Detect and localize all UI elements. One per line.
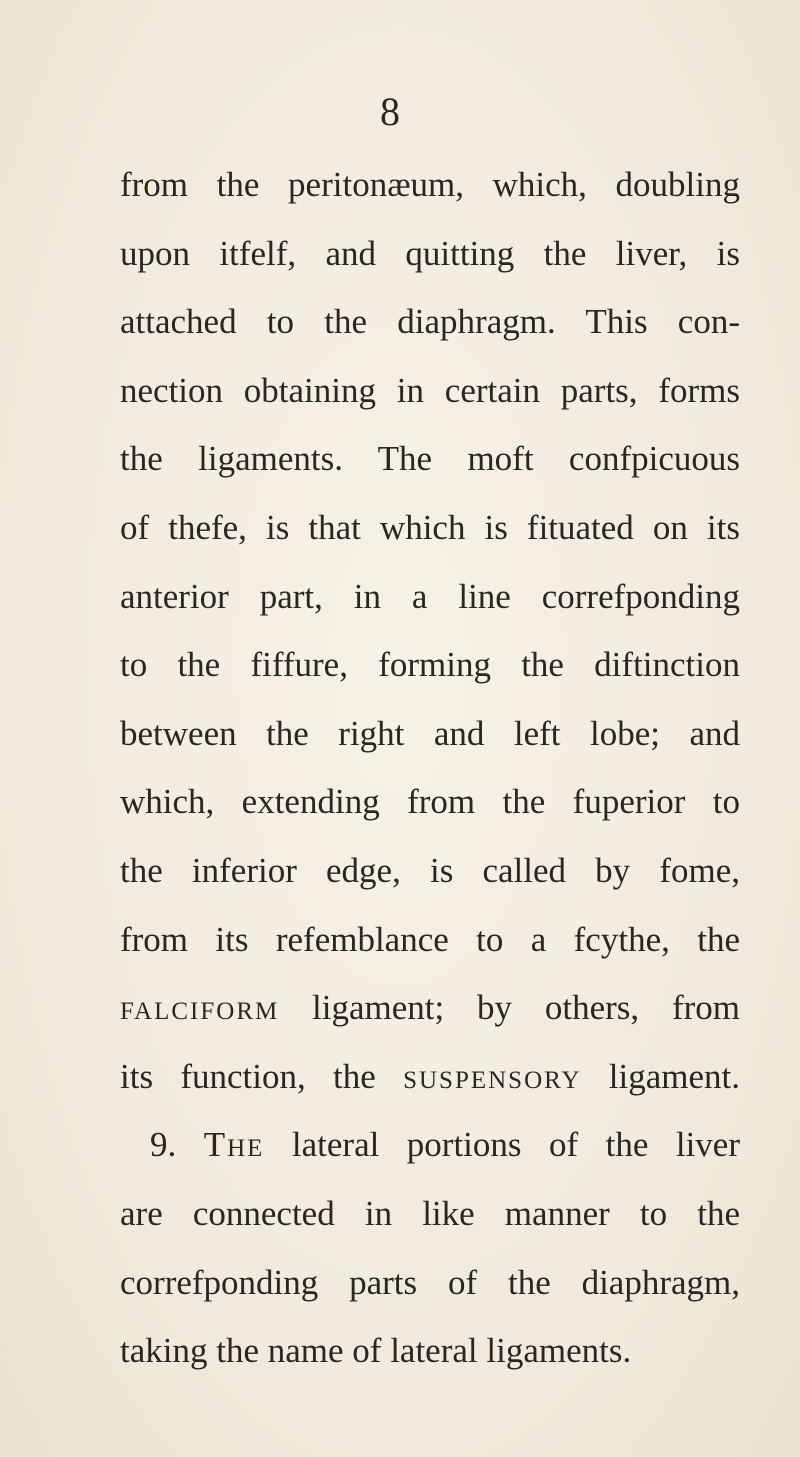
body-text <box>120 160 740 1395</box>
text-line-1: from the peritonæum, which, doubling <box>120 165 740 204</box>
text-line-11: the inferior edge, is called by fome, <box>120 850 740 890</box>
text-line-17: correfponding parts of the diaphragm, <box>120 1262 740 1302</box>
text-line-14-start: its function, the <box>120 1056 404 1096</box>
term-suspensory: suspensory <box>403 1056 582 1096</box>
page-number: 8 <box>380 89 400 134</box>
text-line-14 <box>120 1052 740 1121</box>
term-falciform: falciform <box>120 988 280 1028</box>
text-line-14-rest: ligament. <box>581 1056 741 1096</box>
text-line-13-rest: ligament; by others, from <box>279 988 740 1028</box>
text-line-9: between the right and left lobe; and <box>120 713 740 753</box>
paragraph-number: 9. <box>150 1125 204 1165</box>
text-line-12: from its refemblance to a fcythe, the <box>120 919 740 959</box>
paragraph-lead-word: The <box>203 1125 265 1165</box>
text-line-16: are connected in like manner to the <box>120 1193 740 1233</box>
text-line-2: upon itfelf, and quitting the liver, is <box>120 233 740 273</box>
text-line-10: which, extending from the fuperior to <box>120 782 740 822</box>
text-line-5: the ligaments. The moft confpicuous <box>120 439 740 479</box>
text-line-15 <box>120 1120 740 1189</box>
text-line-6: of thefe, is that which is fituated on its <box>120 507 740 547</box>
text-line-15-rest: lateral portions of the liver <box>264 1125 740 1165</box>
text-line-8: to the fiffure, forming the diftinction <box>120 645 740 685</box>
text-line-7: anterior part, in a line correfponding <box>120 576 740 616</box>
text-line-18: taking the name of lateral ligaments. <box>120 1331 632 1371</box>
text-line-3: attached to the diaphragm. This con- <box>120 302 740 342</box>
text-line-13 <box>120 983 740 1052</box>
text-line-4: nection obtaining in certain parts, forms <box>120 370 740 410</box>
